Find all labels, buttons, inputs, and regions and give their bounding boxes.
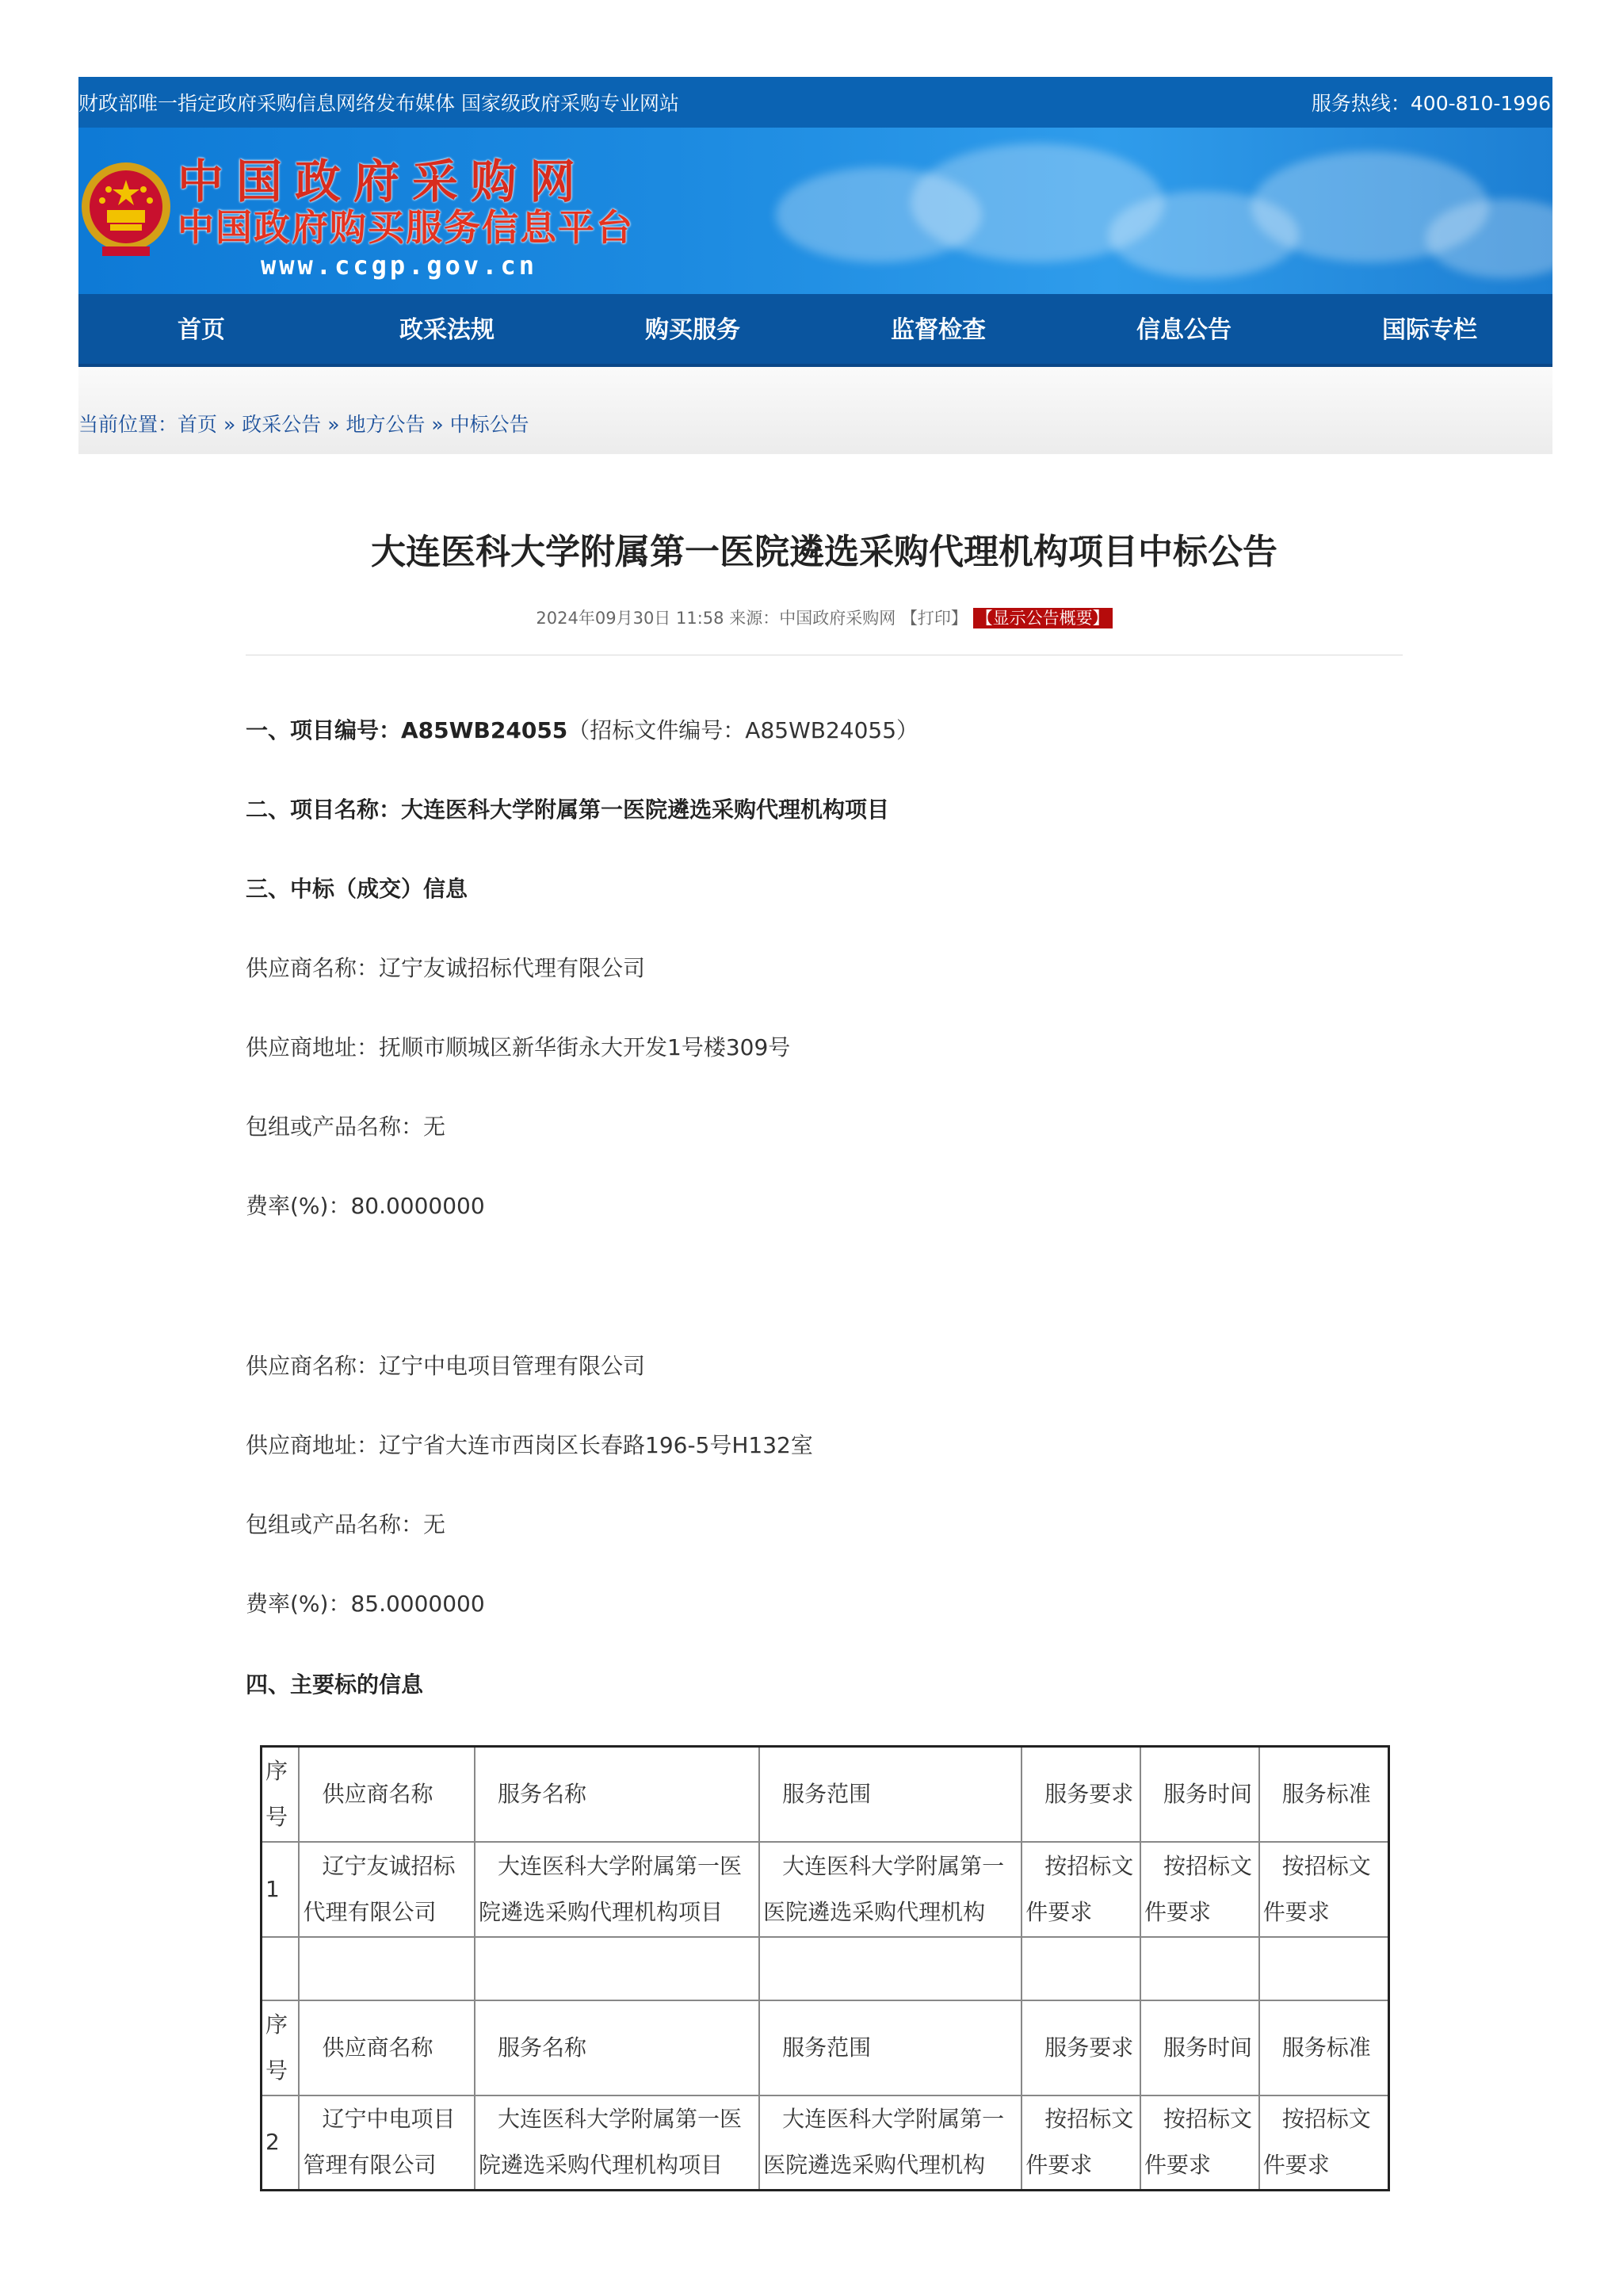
meta-source: 来源：中国政府采购网 xyxy=(729,609,896,628)
top-strip xyxy=(78,77,1552,128)
breadcrumb xyxy=(78,367,1552,454)
table-row xyxy=(262,2095,1389,2191)
breadcrumb-local[interactable]: 地方公告 xyxy=(346,413,426,436)
main-subject-table xyxy=(260,1745,1390,2191)
table-row xyxy=(262,1842,1389,1937)
section-3 xyxy=(246,873,468,905)
table-spacer-row xyxy=(262,1937,1389,2000)
show-summary-button[interactable]: 【显示公告概要】 xyxy=(973,608,1113,628)
nav-purchase-services[interactable]: 购买服务 xyxy=(645,316,740,344)
project-name: 大连医科大学附属第一医院遴选采购代理机构项目 xyxy=(401,797,890,823)
table-cell: 大连医科大学附属第一医院遴选采购代理机构项目 xyxy=(475,1842,759,1937)
header-cell: 服务范围 xyxy=(759,2000,1022,2095)
header-cell: 序号 xyxy=(262,1747,300,1842)
page-title: 大连医科大学附属第一医院遴选采购代理机构项目中标公告 xyxy=(371,532,1277,572)
header-cell: 服务名称 xyxy=(475,1747,759,1842)
logo-line-2: 中国政府购买服务信息平台 xyxy=(178,206,634,249)
section-2-label: 二、项目名称： xyxy=(246,797,402,823)
section-4-label: 四、主要标的信息 xyxy=(246,1671,424,1698)
article-meta xyxy=(246,606,1403,629)
breadcrumb-sep: » xyxy=(321,413,346,436)
header-cell: 服务要求 xyxy=(1022,1747,1140,1842)
hotline: 服务热线：400-810-1996 xyxy=(1311,92,1551,115)
header-cell: 服务范围 xyxy=(759,1747,1022,1842)
supplier-2-rate: 费率(%)：85.0000000 xyxy=(246,1591,485,1617)
header-cell: 供应商名称 xyxy=(299,2000,475,2095)
header-cell: 服务要求 xyxy=(1022,2000,1140,2095)
section-1-label: 一、项目编号： xyxy=(246,717,402,743)
table-cell: 大连医科大学附属第一医院遴选采购代理机构项目 xyxy=(475,2095,759,2191)
table-header-row xyxy=(262,1747,1389,1842)
logo-url: www.ccgp.gov.cn xyxy=(261,250,537,281)
header-cell: 服务时间 xyxy=(1140,2000,1259,2095)
main-nav xyxy=(78,294,1552,367)
breadcrumb-sep: » xyxy=(217,413,242,436)
table-cell: 按招标文件要求 xyxy=(1259,2095,1389,2191)
table-cell: 按招标文件要求 xyxy=(1140,1842,1259,1937)
national-emblem-icon xyxy=(78,158,174,261)
header-cell: 供应商名称 xyxy=(299,1747,475,1842)
breadcrumb-sep: » xyxy=(425,413,450,436)
supplier-2-address: 供应商地址：辽宁省大连市西岗区长春路196-5号H132室 xyxy=(246,1432,813,1458)
table-cell: 按招标文件要求 xyxy=(1259,1842,1389,1937)
nav-announcements[interactable]: 信息公告 xyxy=(1136,316,1232,344)
supplier-1-rate: 费率(%)：80.0000000 xyxy=(246,1193,485,1219)
section-4 xyxy=(246,1669,423,1701)
meta-date: 2024年09月30日 11:58 xyxy=(536,609,724,628)
article xyxy=(246,507,1403,2179)
breadcrumb-procurement[interactable]: 政采公告 xyxy=(242,413,322,436)
table-cell: 按招标文件要求 xyxy=(1140,2095,1259,2191)
header-cell: 服务标准 xyxy=(1259,1747,1389,1842)
nav-supervision[interactable]: 监督检查 xyxy=(891,316,986,344)
breadcrumb-prefix: 当前位置： xyxy=(78,413,178,436)
supplier-2-package: 包组或产品名称：无 xyxy=(246,1511,446,1538)
table-cell: 大连医科大学附属第一医院遴选采购代理机构 xyxy=(759,2095,1022,2191)
breadcrumb-home[interactable]: 首页 xyxy=(178,413,218,436)
section-2 xyxy=(246,794,889,826)
breadcrumb-award[interactable]: 中标公告 xyxy=(449,413,529,436)
table-header-row xyxy=(262,2000,1389,2095)
table-cell: 辽宁友诚招标代理有限公司 xyxy=(299,1842,475,1937)
tagline: 财政部唯一指定政府采购信息网络发布媒体 国家级政府采购专业网站 xyxy=(78,92,679,115)
project-number: A85WB24055 xyxy=(401,717,568,743)
section-3-label: 三、中标（成交）信息 xyxy=(246,876,468,902)
tender-doc-number: （招标文件编号：A85WB24055） xyxy=(567,717,919,743)
print-link[interactable]: 【打印】 xyxy=(900,609,968,628)
supplier-1-address: 供应商地址：抚顺市顺城区新华街永大开发1号楼309号 xyxy=(246,1034,791,1060)
table-cell: 1 xyxy=(262,1842,300,1937)
supplier-2-name: 供应商名称：辽宁中电项目管理有限公司 xyxy=(246,1353,646,1379)
table-cell: 辽宁中电项目管理有限公司 xyxy=(299,2095,475,2191)
header-cell: 服务时间 xyxy=(1140,1747,1259,1842)
table-cell: 2 xyxy=(262,2095,300,2191)
header-cell: 序号 xyxy=(262,2000,300,2095)
table-cell: 大连医科大学附属第一医院遴选采购代理机构 xyxy=(759,1842,1022,1937)
nav-regulations[interactable]: 政采法规 xyxy=(399,316,495,344)
table-cell: 按招标文件要求 xyxy=(1022,1842,1140,1937)
header-cell: 服务标准 xyxy=(1259,2000,1389,2095)
page-header xyxy=(78,77,1552,454)
logo-line-1: 中国政府采购网 xyxy=(178,155,589,208)
site-banner xyxy=(78,128,1552,294)
header-cell: 服务名称 xyxy=(475,2000,759,2095)
section-1 xyxy=(246,715,918,747)
supplier-1-package: 包组或产品名称：无 xyxy=(246,1114,446,1140)
table-cell: 按招标文件要求 xyxy=(1022,2095,1140,2191)
nav-international[interactable]: 国际专栏 xyxy=(1382,316,1477,344)
nav-home[interactable]: 首页 xyxy=(178,316,225,344)
site-logo[interactable] xyxy=(178,155,634,281)
supplier-1-name: 供应商名称：辽宁友诚招标代理有限公司 xyxy=(246,955,646,981)
